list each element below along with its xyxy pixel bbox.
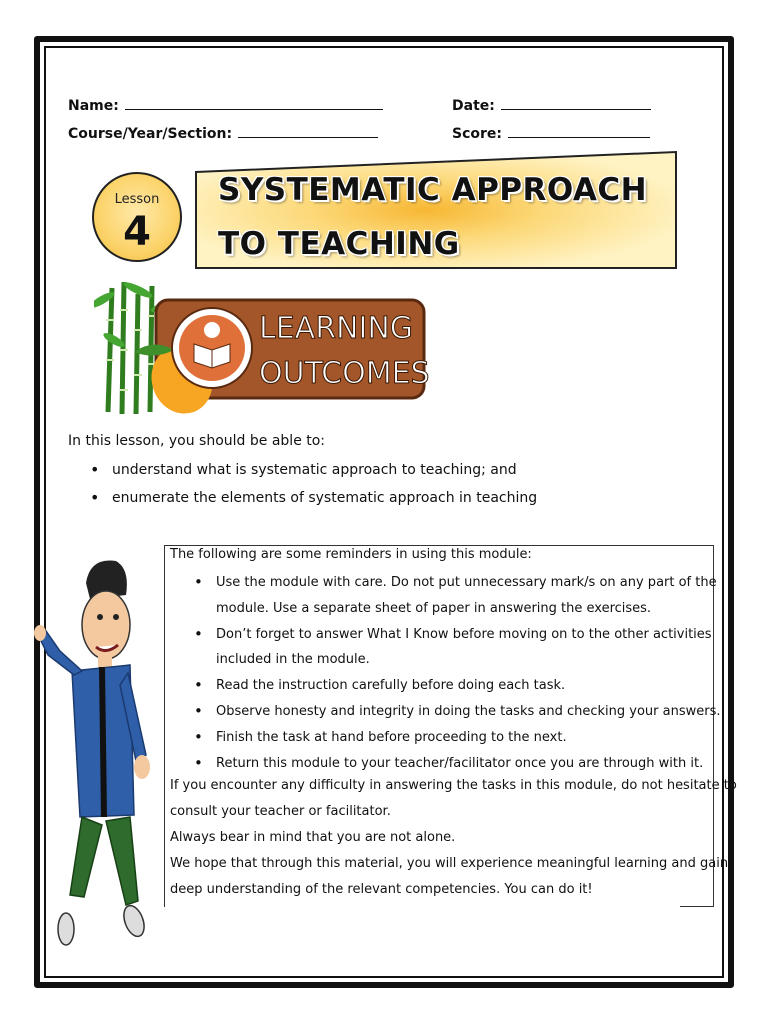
reminders-para-1-line-1: If you encounter any difficulty in answering the tasks in this module, do not hesitate to — [170, 778, 737, 793]
outcomes-list — [88, 460, 537, 516]
reminder-item: • Return this module to your teacher/facilitator once you are through with it. — [190, 751, 721, 777]
reminder-item: • Observe honesty and integrity in doing the tasks and checking your answers. — [190, 699, 721, 725]
date-blank[interactable] — [501, 95, 651, 110]
reminder-item-continued — [190, 647, 721, 673]
reminder-item-continued — [190, 596, 721, 622]
date-label: Date: — [452, 98, 495, 114]
lesson-word: Lesson — [114, 192, 160, 207]
learning-outcomes-badge — [94, 280, 434, 420]
reminders-para-3-line-1: We hope that through this material, you will experience meaningful learning and gain — [170, 856, 729, 871]
name-field — [68, 95, 383, 114]
reminders-para-2: Always bear in mind that you are not alone. — [170, 830, 456, 845]
reminders-list — [190, 570, 721, 776]
score-blank[interactable] — [508, 123, 650, 138]
outcome-item: • understand what is systematic approach to teaching; and — [88, 460, 537, 488]
score-field — [452, 123, 650, 142]
reminder-item-continuation: module. Use a separate sheet of paper in answering the exercises. — [216, 600, 652, 616]
course-field — [68, 123, 378, 142]
title-line-1: SYSTEMATIC APPROACH — [218, 172, 648, 208]
reminder-item: • Read the instruction carefully before doing each task. — [190, 673, 721, 699]
lesson-badge — [92, 172, 182, 262]
reminder-item-continuation: included in the module. — [216, 652, 370, 668]
course-label: Course/Year/Section: — [68, 126, 233, 142]
cartoon-teacher-illustration — [30, 555, 160, 950]
reminders-box-bottom-edge — [680, 906, 714, 907]
reminders-heading: The following are some reminders in using this module: — [170, 547, 532, 562]
name-label: Name: — [68, 98, 119, 114]
outcome-item: • enumerate the elements of systematic approach in teaching — [88, 488, 537, 516]
score-label: Score: — [452, 126, 502, 142]
date-field — [452, 95, 651, 114]
lesson-number: 4 — [123, 209, 151, 255]
reminders-para-1-line-2: consult your teacher or facilitator. — [170, 804, 391, 819]
reminder-item: • Use the module with care. Do not put unnecessary mark/s on any part of the — [190, 570, 721, 596]
lo-line-1: LEARNING — [259, 311, 414, 346]
reminder-item: • Don’t forget to answer What I Know before moving on to the other activities — [190, 622, 721, 648]
lo-line-2: OUTCOMES — [259, 356, 430, 391]
reminder-item: • Finish the task at hand before proceeding to the next. — [190, 725, 721, 751]
intro-text: In this lesson, you should be able to: — [68, 433, 326, 449]
course-blank[interactable] — [238, 123, 378, 138]
name-blank[interactable] — [125, 95, 383, 110]
reminders-para-3-line-2: deep understanding of the relevant competencies. You can do it! — [170, 882, 593, 897]
title-line-2: TO TEACHING — [218, 226, 460, 262]
